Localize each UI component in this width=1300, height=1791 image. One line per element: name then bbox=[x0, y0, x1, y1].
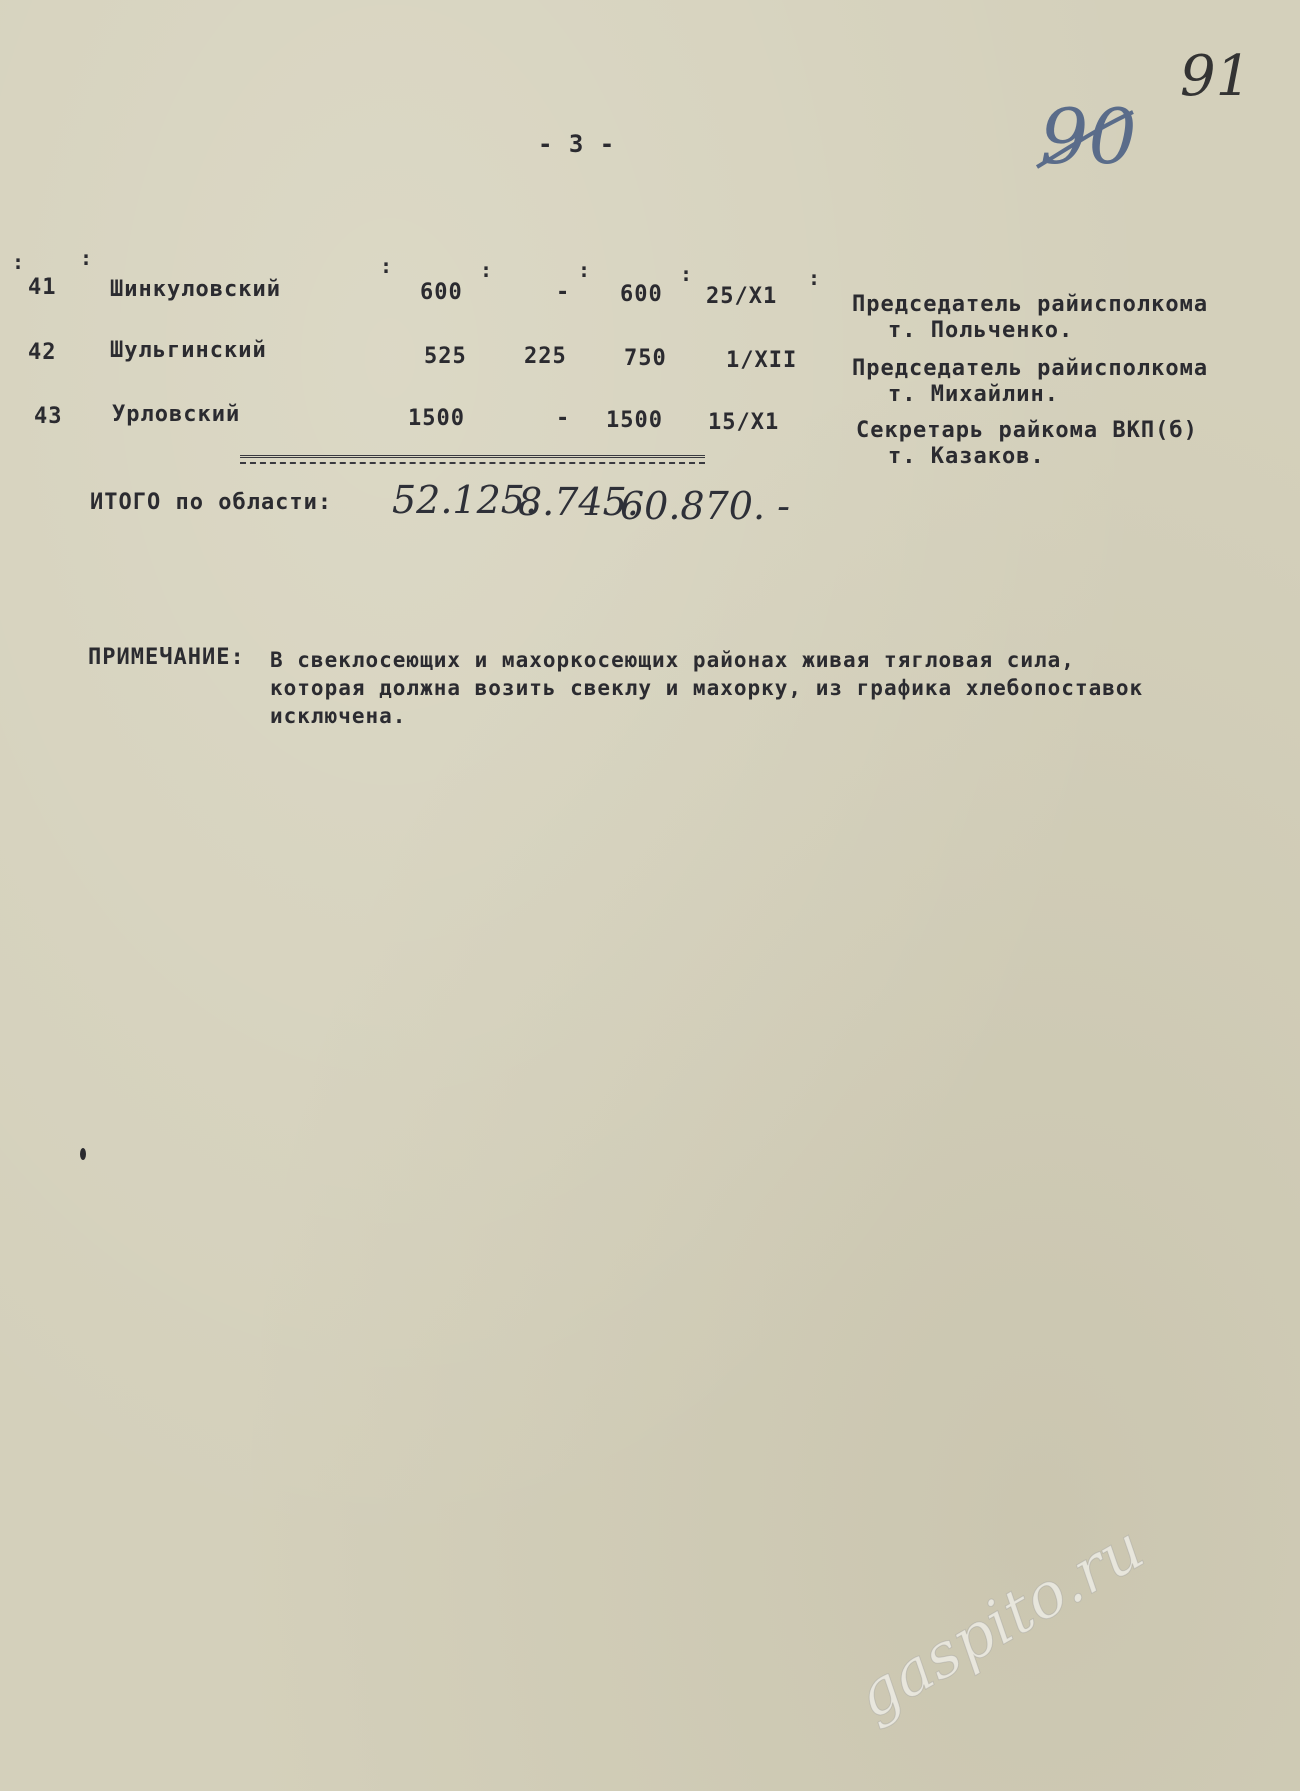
total-rule bbox=[240, 455, 705, 458]
due-date: 1/ХII bbox=[726, 348, 798, 373]
strike-icon bbox=[1035, 107, 1135, 177]
note-text: В свеклосеющих и махоркосеющих районах живая тягловая сила, которая должна возить свеклу и махорку, из графика хлебопоставок исключена. bbox=[270, 648, 1144, 728]
responsible-title: Секретарь райкома ВКП(б) bbox=[856, 418, 1198, 443]
value-a: 525 bbox=[424, 344, 467, 369]
row-number: 41 bbox=[28, 275, 57, 300]
district-name: Урловский bbox=[112, 402, 241, 427]
archive-number-current: 91 bbox=[1180, 44, 1252, 109]
archive-number-crossed: 90 bbox=[1040, 92, 1137, 181]
value-total: 600 bbox=[620, 282, 663, 307]
colon-mark: : bbox=[578, 258, 591, 282]
value-a: 600 bbox=[420, 280, 463, 305]
responsible-name: т. Польченко. bbox=[888, 318, 1074, 343]
bleed-through-text bbox=[140, 148, 152, 172]
row-number: 43 bbox=[34, 404, 63, 429]
watermark: gaspito.ru bbox=[843, 1510, 1156, 1733]
total-value-total: 60.870. - bbox=[620, 484, 790, 528]
page-number: - 3 - bbox=[538, 130, 616, 158]
value-total: 1500 bbox=[606, 408, 663, 433]
value-a: 1500 bbox=[408, 406, 465, 431]
responsible-name: т. Михайлин. bbox=[888, 382, 1059, 407]
responsible-title: Председатель райисполкома bbox=[852, 292, 1209, 317]
colon-mark: : bbox=[480, 258, 493, 282]
total-label: ИТОГО по области: bbox=[90, 490, 333, 515]
colon-mark: : bbox=[680, 262, 693, 286]
colon-mark: : bbox=[12, 250, 25, 274]
ink-dot bbox=[80, 1148, 86, 1160]
district-name: Шульгинский bbox=[110, 338, 267, 363]
colon-mark: : bbox=[380, 254, 393, 278]
district-name: Шинкуловский bbox=[110, 277, 281, 302]
value-total: 750 bbox=[624, 346, 667, 371]
value-b: - bbox=[556, 280, 571, 305]
note-label: ПРИМЕЧАНИЕ: bbox=[88, 645, 245, 670]
colon-mark: : bbox=[80, 246, 93, 270]
row-number: 42 bbox=[28, 340, 57, 365]
total-value-a: 52.125. bbox=[392, 478, 538, 522]
value-b: - bbox=[556, 406, 571, 431]
colon-mark: : bbox=[808, 266, 821, 290]
due-date: 15/Х1 bbox=[708, 410, 780, 435]
responsible-name: т. Казаков. bbox=[888, 444, 1045, 469]
total-value-b: 8.745. bbox=[518, 480, 639, 524]
total-rule-dashed bbox=[240, 462, 705, 464]
due-date: 25/Х1 bbox=[706, 284, 778, 309]
value-b: 225 bbox=[524, 344, 567, 369]
responsible-title: Председатель райисполкома bbox=[852, 356, 1209, 381]
